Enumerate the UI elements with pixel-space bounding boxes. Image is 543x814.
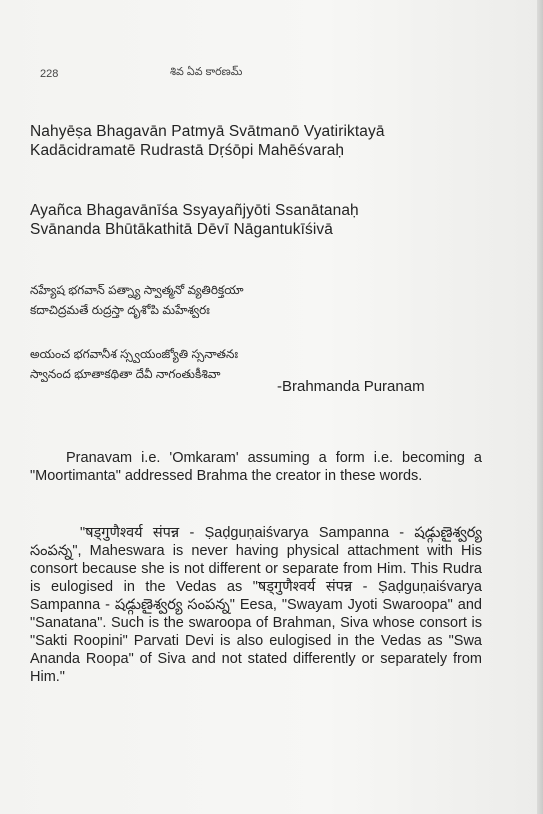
- verse-2-line-1: Ayañca Bhagavānīśa Ssyayañjyōti Ssanātanaḥ: [30, 202, 359, 219]
- paragraph-2-text: "षड्गुणैश्वर्य संपन्न - Ṣaḍguṇaiśvarya Sampanna - షడ్గుణైశ్వర్య సంపన్న", Maheswara is never having physical attachment with His consort because she is not different or separate from Him. This Rudra is eulogised in the Vedas as "षड्गुणैश्वर्य संपन्न - Ṣaḍguṇaiśvarya Sampanna - షడ్గుణైశ్వర్య సంపన్న" Eesa, "Swayam Jyoti Swaroopa" and "Sanatana". Such is the swaroopa of Brahman, Siva whose consort is "Sakti Roopini" Parvati Devi is also eulogised in the Vedas as "Swa Ananda Roopa" of Siva and not stated differently or separately from Him.": [30, 525, 482, 685]
- verse-1-telugu: [30, 280, 482, 320]
- verse-1-telugu-line-1: నహ్యేష భగవాన్ పత్న్యా స్వాత్మనో వ్యతిరిక్తయా: [30, 283, 244, 297]
- paragraph-2: [30, 524, 482, 686]
- page-number: 228: [40, 68, 59, 80]
- verse-1-transliteration: [30, 122, 482, 160]
- paragraph-1: [30, 449, 482, 485]
- source-attribution: -Brahmanda Puranam: [277, 378, 425, 395]
- verse-2-transliteration: [30, 201, 482, 239]
- verse-2-line-2: Svānanda Bhūtākathitā Dēvī Nāgantukīśivā: [30, 221, 333, 238]
- verse-2-telugu-line-2: స్వానంద భూతాకథితా దేవీ నాగంతుకీశివా: [30, 367, 221, 381]
- verse-1-line-2: Kadācidramatē Rudrastā Dṛśōpi Mahēśvaraḥ: [30, 142, 345, 159]
- verse-1-line-1: Nahyēṣa Bhagavān Patmyā Svātmanō Vyatiriktayā: [30, 123, 385, 140]
- running-header: శివ ఏవ కారణమ్: [170, 66, 243, 78]
- verse-1-telugu-line-2: కదాచిద్రమతే రుద్రస్తా దృశోపి మహేశ్వరః: [30, 303, 210, 317]
- page-edge-shadow: [537, 0, 543, 814]
- verse-2-telugu-line-1: అయంచ భగవానీశ స్స్వయంజ్యోతి స్సనాతనః: [30, 347, 238, 361]
- paragraph-1-text: Pranavam i.e. 'Omkaram' assuming a form i.e. becoming a "Moortimanta" addressed Brahma the creator in these words.: [30, 450, 482, 484]
